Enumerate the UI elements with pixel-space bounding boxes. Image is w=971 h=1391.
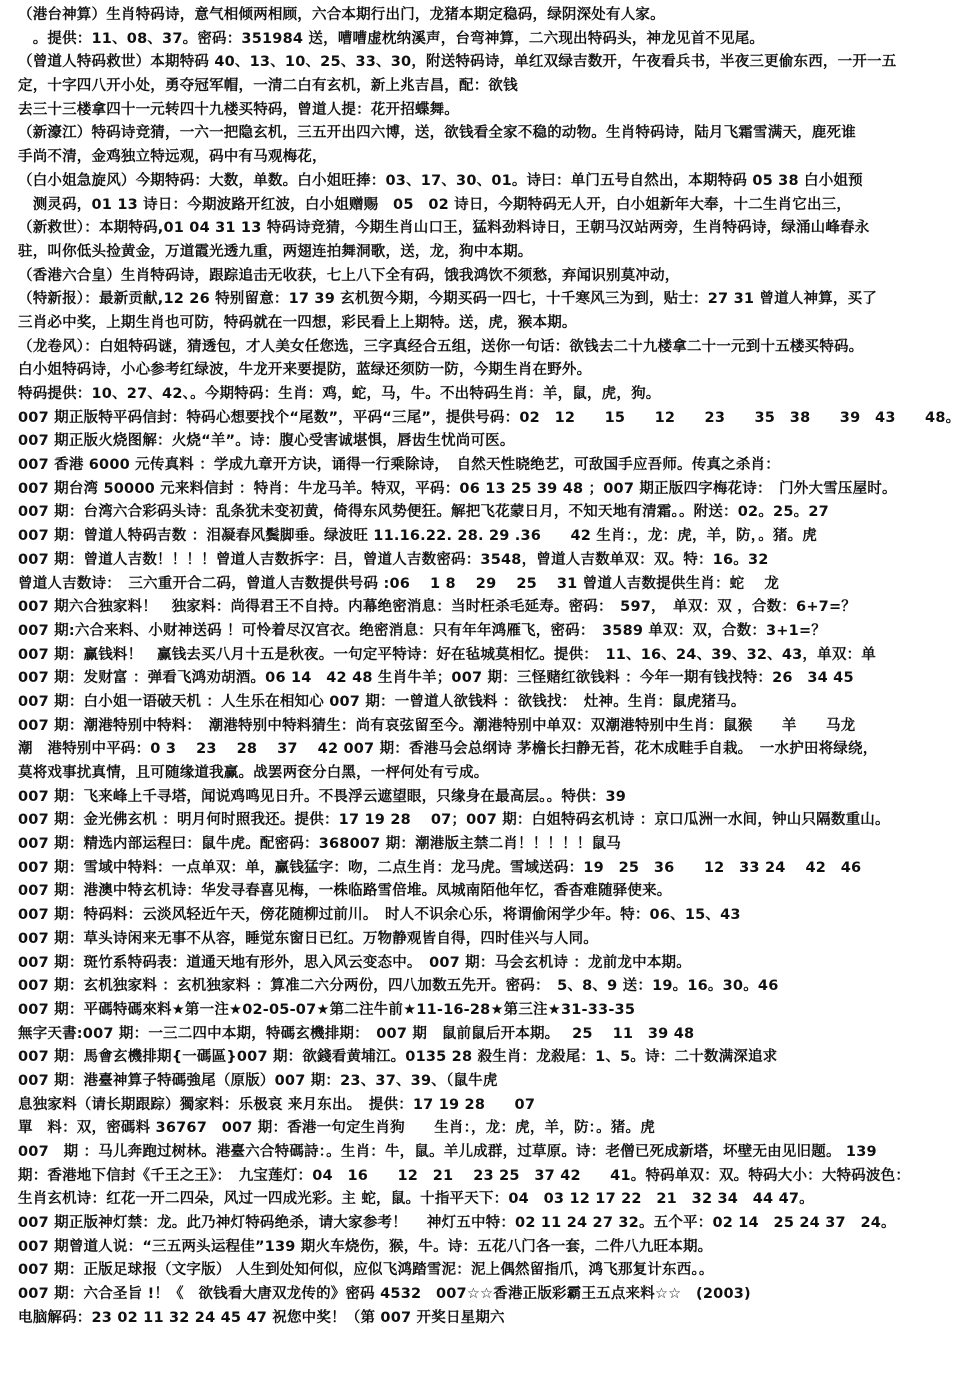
text-line: 电脑解码：23 02 11 32 24 45 47 祝您中奖！（第 007 开奖日星期六	[18, 1309, 505, 1326]
text-line: 007 期：草头诗闲来无事不从容，睡觉东窗日已红。万物静观皆自得，四时佳兴与人同。	[18, 930, 599, 947]
text-line: 007 期：特码料：云淡风轻近午天，傍花随柳过前川。 时人不识余心乐，将谓偷闲学少年。特：06、15、43	[18, 907, 741, 924]
text-line: （香港六合皇）生肖特码诗，跟踪追击无收获，七上八下全有码，饿我鸿饮不须愁，弃闻识别莫冲动，	[18, 267, 680, 284]
text-line: 息独家料（请长期跟踪）獨家料：乐极哀 来月东出。 提供：17 19 28 07	[18, 1096, 536, 1113]
text-line: 007 期：赢钱料！ 赢钱去买八月十五是秋夜。一句定平特诗：好在毡城莫相忆。提供： 11、16、24、39、32、43，单双：单	[18, 646, 876, 663]
text-line: 007 期：金光佛玄机 ：明月何时照我还。提供：17 19 28 07；007 期：白姐特码玄机诗 ：京口瓜洲一水间，钟山只隔数重山。	[18, 812, 890, 829]
text-line: 007 期正版火烧图解：火烧“羊”。诗：腹心受害诚堪惧，唇齿生忧尚可医。	[18, 433, 515, 450]
text-line: 單 料：双，密碼料 36767 007 期：香港一句定生肖狗 生肖：，龙：虎，羊，防：。猪。虎	[18, 1120, 655, 1137]
text-line: 007 期:六合来料、小财神送码 ！可怜着尽汉宫衣。绝密消息：只有年年鸿雁飞，密码： 3589 单双：双，合数：3+1=？	[18, 622, 826, 639]
text-line: 007 期曾道人说：“三五两头运程佳”139 期火车烧伤，猴，牛。诗：五花八门各一套，二件八九旺本期。	[18, 1238, 713, 1255]
text-line: 期：香港地下信封《千王之王》： 九宝莲灯：04 16 12 21 23 25 37 42 41。特码单双：双。特码大小：大特码波色：	[18, 1167, 911, 1184]
text-line: （特新报）：最新贡献,12 26 特别留意：17 39 玄机贺今期，今期买码一四七，十千寒风三为到，贴士：27 31 曾道人神算，买了	[18, 291, 878, 308]
text-line: 007 期：玄机独家料 ：玄机独家料 ：算准二六分两份，四八加数五先开。密码： 5、8、9 送：19。16。30。46	[18, 978, 779, 995]
text-line: （新救世）：本期特码,01 04 31 13 特码诗竞猜，今期生肖山口王，猛料劲料诗日，王朝马汉站两旁，生肖特码诗，绿涌山峰春永	[18, 220, 870, 237]
text-line: 007 期六合独家料！ 独家料：尚得君王不自持。内幕绝密消息：当时枉杀毛延寿。密码： 597， 单双：双 ，合数：6+7=？	[18, 599, 857, 616]
text-line: 007 期：平碼特碼來料★第一注★02-05-07★第二注牛前★11-16-28★第三注★31-33-35	[18, 1001, 636, 1018]
text-line: 007 期：白小姐一语破天机 ：人生乐在相知心 007 期：一曾道人欲钱料 ：欲钱找： 灶神。生肖：鼠虎猪马。	[18, 693, 746, 710]
text-line: 曾道人吉数诗： 三六重开合二码，曾道人吉数提供号码 :06 1 8 29 25 31 曾道人吉数提供生肖：蛇 龙	[18, 575, 780, 592]
text-line: 007 期：港臺神算子特碼強尾（原版）007 期：23、37、39、（鼠牛虎	[18, 1072, 498, 1089]
text-line: 007 期：港澳中特玄机诗：华发寻春喜见梅，一株临路雪倍堆。凤城南陌他年忆，香杳难随驿使来。	[18, 883, 672, 900]
text-line: （龙卷风）：白姐特码谜，猜透包，才人美女任您选，三字真经合五组，送你一句话：欲钱去二十九楼拿二十一元到十五楼买特码。	[18, 338, 864, 355]
text-line: 手尚不清，金鸡独立特远观，码中有马观梅花，	[18, 149, 327, 166]
text-line: 三肖必中奖，上期生肖也可防，特码就在一四想，彩民看上上期特。送，虎，猴本期。	[18, 314, 577, 331]
text-line: 特码提供：10、27、42、。今期特码：生肖：鸡，蛇，马，牛。不出特码生肖：羊，鼠，虎，狗。	[18, 386, 661, 402]
text-line: 007 期：潮港特别中特料： 潮港特别中特料猜生：尚有哀弦留至今。潮港特别中单双：双潮港特别中生肖：鼠猴 羊 马龙	[18, 717, 856, 734]
text-line: 007 期正版特平码信封：特码心想要找个“尾数”，平码“三尾”，提供号码：02 12 15 12 23 35 38 39 43 48。	[18, 409, 961, 426]
text-line: 007 期：曾道人特码吉数 ：泪凝春风鬓脚垂。绿波旺 11.16.22. 28. 29 .36 42 生肖：，龙：虎，羊，防，。猪。虎	[18, 528, 817, 545]
text-line: 無字天書:007 期：一三二四中本期，特碼玄機排期： 007 期 鼠前鼠后开本期。 25 11 39 48	[18, 1025, 695, 1042]
text-line: 007 期：飞来峰上千寻塔，闻说鸡鸣见日升。不畏浮云遮望眼，只缘身在最高层。。特供：39	[18, 788, 627, 805]
text-line: 去三十三楼拿四十一元转四十九楼买特码，曾道人提：花开招蝶舞。	[18, 101, 459, 118]
text-line: 007 期：曾道人吉数！！！！曾道人吉数拆字：吕，曾道人吉数密码：3548，曾道人吉数单双：双。特：16。32	[18, 551, 769, 568]
text-line: 驻，叫你低头捡黄金，万道霞光透九重，两翅连拍舞洞歌，送，龙，狗中本期。	[18, 243, 533, 260]
text-line: 007 期：雪域中特料：一点单双：单，赢钱猛字：吻，二点生肖：龙马虎。雪域送码：19 25 36 12 33 24 42 46	[18, 859, 862, 876]
text-line: 007 期：六合圣旨 !！《 欲钱看大唐双龙传的》密码 4532 007☆☆香港正版彩霸王五点来料☆☆ (2003)	[18, 1286, 751, 1303]
text-line: 007 期台湾 50000 元来料信封 ：特肖：牛龙马羊。特双，平码：06 13 25 39 48 ；007 期正版四字梅花诗： 门外大雪压屋时。	[18, 480, 897, 497]
text-line: 007 期：发财富 ：弹看飞鸿劝胡酒。06 14 42 48 生肖牛羊；007 期：三怪赌红欲钱料 ：今年一期有钱找特：26 34 45	[18, 670, 854, 687]
text-line: 007 期 ：马儿奔跑过树林。港臺六合特碼詩：。生肖：牛，鼠。羊儿成群，过草原。诗：老僧已死成新塔，坏壁无由见旧题。 139	[18, 1144, 877, 1160]
text-line: 007 期：正版足球报（文字版） 人生到处知何似，应似飞鸿踏雪泥：泥上偶然留指爪，鸿飞那复计东西。。	[18, 1262, 714, 1279]
text-line: 测灵码，01 13 诗日：今期波路开红波，白小姐赠赐 05 02 诗日，今期特码无人开，白小姐新年大奉，十二生肖它出三，	[18, 196, 852, 213]
text-line: （港台神算）生肖特码诗，意气相倾两相顾，六合本期行出门，龙猪本期定稳码，绿阴深处有人家。	[18, 7, 665, 23]
text-line: 潮 港特别中平码：0 3 23 28 37 42 007 期：香港马会总纲诗 茅檐长扫静无苔，花木成畦手自栽。 一水护田将绿绕，	[18, 741, 878, 758]
text-line: 007 期：馬會玄機排期{一碼區}007 期：欲錢看黄埔江。0135 28 殺生肖：龙殺尾：1、5。诗：二十数满深追求	[18, 1049, 778, 1066]
text-line: 定，十字四八开小处，勇夺冠军帽，一清二白有玄机，新上兆吉昌，配：欲钱	[18, 78, 518, 95]
text-line: 白小姐特码诗，小心参考红绿波，牛龙开来要提防，蓝绿还须防一防，今期生肖在野外。	[18, 362, 592, 379]
text-line: （白小姐急旋风）今期特码：大数，单数。白小姐旺捧：03、17、30、01。诗曰：单门五号自然出，本期特码 05 38 白小姐预	[18, 172, 863, 189]
text-line: 007 期：台湾六合彩码头诗：乱条犹未变初黄，倚得东风势便狂。解把飞花蒙日月，不知天地有清霜。。附送：02。25。27	[18, 504, 829, 521]
text-line: 007 期：斑竹系特码表：道通天地有形外，思入风云变态中。 007 期：马会玄机诗 ：龙前龙中本期。	[18, 954, 691, 971]
text-line: （曾道人特码救世）本期特码 40、13、10、25、33、30，附送特码诗，单红双绿吉数开，午夜看兵书，半夜三更偷东西，一开一五	[18, 54, 897, 71]
text-line: 007 期：精选内部运程曰：鼠牛虎。配密码：368007 期：潮港版主禁二肖！！！！！鼠马	[18, 836, 621, 853]
text-line: （新濠江）特码诗竞猜，一六一把隐玄机，三五开出四六博，送，欲钱看全家不稳的动物。生肖特码诗，陆月飞霜雪满天，鹿死谁	[18, 125, 856, 142]
text-line: 007 期正版神灯禁：龙。此乃神灯特码绝杀，请大家参考！ 神灯五中特：02 11 24 27 32。五个平：02 14 25 24 37 24。	[18, 1215, 896, 1232]
text-line: 生肖玄机诗：红花一开二四朵，风过一四成光彩。主 蛇，鼠。十指平天下：04 03 12 17 22 21 32 34 44 47。	[18, 1191, 814, 1208]
text-line: 007 香港 6000 元传真料 ：学成九章开方诀，诵得一行乘除诗， 自然天性晓绝艺，可敌国手应吾师。传真之杀肖：	[18, 457, 780, 474]
text-line: 莫将戏事扰真情，且可随缘道我赢。战罢两奁分白黑，一枰何处有亏成。	[18, 765, 489, 781]
text-line: 。提供：11、08、37。密码：351984 送，嘈嘈虚枕纳溪声，台弯神算，二六现出特码头，神龙见首不见尾。	[18, 30, 765, 47]
